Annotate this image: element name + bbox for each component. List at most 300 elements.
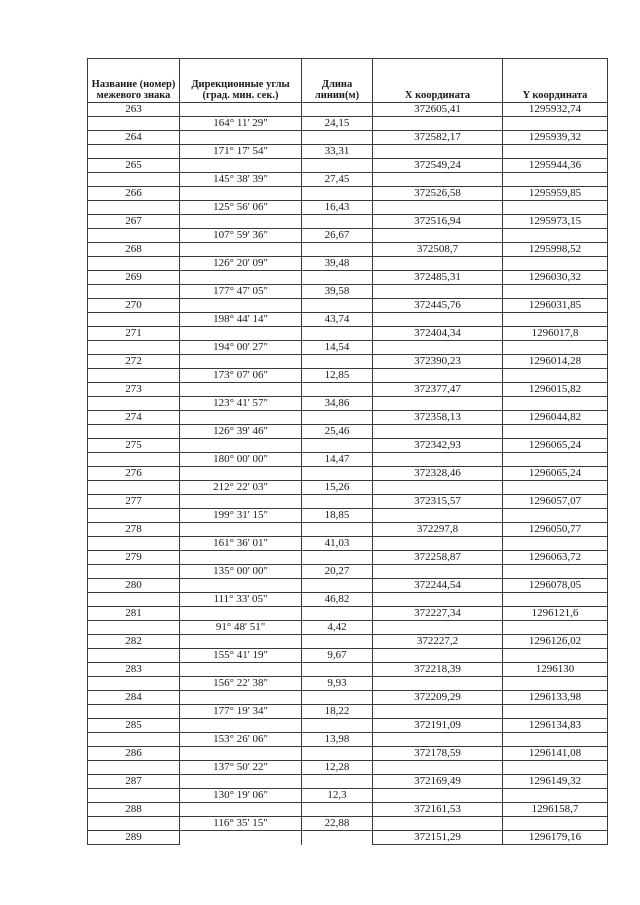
segment-row [88, 705, 608, 719]
y-coordinate: 1296133,98 [503, 691, 608, 705]
empty-cell [180, 215, 302, 229]
empty-cell [373, 173, 503, 187]
x-coordinate: 372328,46 [373, 467, 503, 481]
empty-cell [302, 579, 373, 593]
direction-angle: 212° 22' 03" [180, 481, 302, 495]
segment-row [88, 369, 608, 383]
line-length: 15,26 [302, 481, 373, 495]
empty-cell [302, 691, 373, 705]
point-row [88, 327, 608, 341]
segment-row [88, 173, 608, 187]
empty-cell [88, 593, 180, 607]
empty-cell [302, 243, 373, 257]
segment-row [88, 817, 608, 831]
line-length: 13,98 [302, 733, 373, 747]
empty-cell [88, 397, 180, 411]
empty-cell [503, 789, 608, 803]
empty-cell [503, 313, 608, 327]
empty-cell [302, 663, 373, 677]
empty-cell [88, 229, 180, 243]
empty-cell [503, 257, 608, 271]
direction-angle: 199° 31' 15" [180, 509, 302, 523]
empty-cell [180, 607, 302, 621]
y-coordinate: 1295939,32 [503, 131, 608, 145]
point-row [88, 775, 608, 789]
empty-cell [302, 187, 373, 201]
empty-cell [302, 327, 373, 341]
direction-angle: 107° 59' 36" [180, 229, 302, 243]
point-name: 264 [88, 131, 180, 145]
y-coordinate: 1295973,15 [503, 215, 608, 229]
point-name: 288 [88, 803, 180, 817]
empty-cell [180, 411, 302, 425]
segment-row [88, 649, 608, 663]
line-length: 34,86 [302, 397, 373, 411]
empty-cell [302, 383, 373, 397]
x-coordinate: 372342,93 [373, 439, 503, 453]
empty-cell [302, 747, 373, 761]
empty-cell [180, 775, 302, 789]
empty-cell [373, 789, 503, 803]
x-coordinate: 372258,87 [373, 551, 503, 565]
empty-cell [180, 579, 302, 593]
header-direction-angles: Дирекционные углы (град. мин. сек.) [180, 59, 302, 103]
point-row [88, 187, 608, 201]
point-row [88, 383, 608, 397]
empty-cell [302, 719, 373, 733]
point-row [88, 831, 608, 845]
x-coordinate: 372526,58 [373, 187, 503, 201]
y-coordinate: 1296126,02 [503, 635, 608, 649]
y-coordinate: 1295959,85 [503, 187, 608, 201]
line-length: 12,28 [302, 761, 373, 775]
empty-cell [88, 173, 180, 187]
point-name: 273 [88, 383, 180, 397]
empty-cell [88, 509, 180, 523]
empty-cell [302, 411, 373, 425]
empty-cell [88, 369, 180, 383]
segment-row [88, 509, 608, 523]
y-coordinate: 1295932,74 [503, 103, 608, 117]
empty-cell [180, 243, 302, 257]
empty-cell [373, 369, 503, 383]
line-length: 27,45 [302, 173, 373, 187]
segment-row [88, 257, 608, 271]
y-coordinate: 1296030,32 [503, 271, 608, 285]
empty-cell [373, 145, 503, 159]
x-coordinate: 372191,09 [373, 719, 503, 733]
direction-angle: 126° 39' 46" [180, 425, 302, 439]
point-row [88, 243, 608, 257]
empty-cell [88, 537, 180, 551]
point-row [88, 551, 608, 565]
empty-cell [88, 117, 180, 131]
point-name: 282 [88, 635, 180, 649]
empty-cell [302, 831, 373, 845]
empty-cell [88, 341, 180, 355]
empty-cell [503, 537, 608, 551]
direction-angle: 153° 26' 06" [180, 733, 302, 747]
empty-cell [88, 649, 180, 663]
x-coordinate: 372178,59 [373, 747, 503, 761]
empty-cell [88, 201, 180, 215]
line-length: 9,67 [302, 649, 373, 663]
segment-row [88, 789, 608, 803]
line-length: 14,54 [302, 341, 373, 355]
empty-cell [373, 621, 503, 635]
point-name: 275 [88, 439, 180, 453]
coordinates-table [87, 58, 608, 845]
segment-row [88, 761, 608, 775]
empty-cell [373, 761, 503, 775]
point-name: 277 [88, 495, 180, 509]
empty-cell [302, 299, 373, 313]
y-coordinate: 1295998,52 [503, 243, 608, 257]
empty-cell [302, 103, 373, 117]
point-row [88, 159, 608, 173]
empty-cell [373, 313, 503, 327]
point-name: 287 [88, 775, 180, 789]
empty-cell [180, 719, 302, 733]
point-row [88, 495, 608, 509]
point-row [88, 523, 608, 537]
table-header-row [88, 59, 608, 103]
empty-cell [88, 145, 180, 159]
empty-cell [503, 677, 608, 691]
direction-angle: 126° 20' 09" [180, 257, 302, 271]
empty-cell [302, 523, 373, 537]
empty-cell [88, 425, 180, 439]
direction-angle: 111° 33' 05" [180, 593, 302, 607]
empty-cell [373, 565, 503, 579]
empty-cell [503, 173, 608, 187]
segment-row [88, 313, 608, 327]
empty-cell [503, 593, 608, 607]
y-coordinate: 1296063,72 [503, 551, 608, 565]
x-coordinate: 372390,23 [373, 355, 503, 369]
empty-cell [503, 705, 608, 719]
empty-cell [373, 537, 503, 551]
point-row [88, 747, 608, 761]
segment-row [88, 621, 608, 635]
segment-row [88, 565, 608, 579]
x-coordinate: 372169,49 [373, 775, 503, 789]
empty-cell [180, 383, 302, 397]
point-name: 269 [88, 271, 180, 285]
empty-cell [180, 159, 302, 173]
point-name: 289 [88, 831, 180, 845]
empty-cell [180, 523, 302, 537]
y-coordinate: 1296149,32 [503, 775, 608, 789]
header-point-name: Название (номер) межевого знака [88, 59, 180, 103]
y-coordinate: 1296014,28 [503, 355, 608, 369]
direction-angle: 155° 41' 19" [180, 649, 302, 663]
point-name: 286 [88, 747, 180, 761]
y-coordinate: 1296179,16 [503, 831, 608, 845]
direction-angle: 130° 19' 06" [180, 789, 302, 803]
point-row [88, 467, 608, 481]
segment-row [88, 285, 608, 299]
empty-cell [180, 271, 302, 285]
y-coordinate: 1296057,07 [503, 495, 608, 509]
direction-angle: 137° 50' 22" [180, 761, 302, 775]
line-length: 22,88 [302, 817, 373, 831]
x-coordinate: 372218,39 [373, 663, 503, 677]
empty-cell [373, 649, 503, 663]
empty-cell [180, 187, 302, 201]
line-length: 12,85 [302, 369, 373, 383]
y-coordinate: 1296015,82 [503, 383, 608, 397]
empty-cell [503, 509, 608, 523]
empty-cell [180, 299, 302, 313]
point-row [88, 691, 608, 705]
x-coordinate: 372358,13 [373, 411, 503, 425]
empty-cell [503, 761, 608, 775]
direction-angle: 116° 35' 15" [180, 817, 302, 831]
empty-cell [180, 663, 302, 677]
empty-cell [503, 565, 608, 579]
empty-cell [503, 817, 608, 831]
empty-cell [302, 439, 373, 453]
line-length: 39,58 [302, 285, 373, 299]
empty-cell [503, 201, 608, 215]
direction-angle: 135° 00' 00" [180, 565, 302, 579]
empty-cell [373, 593, 503, 607]
y-coordinate: 1295944,36 [503, 159, 608, 173]
direction-angle: 173° 07' 06" [180, 369, 302, 383]
segment-row [88, 677, 608, 691]
segment-row [88, 117, 608, 131]
empty-cell [373, 509, 503, 523]
empty-cell [180, 691, 302, 705]
empty-cell [180, 831, 302, 845]
empty-cell [503, 117, 608, 131]
x-coordinate: 372404,34 [373, 327, 503, 341]
point-name: 281 [88, 607, 180, 621]
direction-angle: 171° 17' 54" [180, 145, 302, 159]
table-body [88, 103, 608, 845]
y-coordinate: 1296134,83 [503, 719, 608, 733]
empty-cell [373, 229, 503, 243]
empty-cell [180, 551, 302, 565]
x-coordinate: 372516,94 [373, 215, 503, 229]
empty-cell [88, 761, 180, 775]
empty-cell [373, 817, 503, 831]
y-coordinate: 1296017,8 [503, 327, 608, 341]
point-row [88, 411, 608, 425]
direction-angle: 194° 00' 27" [180, 341, 302, 355]
point-name: 267 [88, 215, 180, 229]
segment-row [88, 397, 608, 411]
empty-cell [503, 397, 608, 411]
point-name: 272 [88, 355, 180, 369]
segment-row [88, 733, 608, 747]
segment-row [88, 201, 608, 215]
line-length: 39,48 [302, 257, 373, 271]
x-coordinate: 372445,76 [373, 299, 503, 313]
line-length: 4,42 [302, 621, 373, 635]
point-row [88, 103, 608, 117]
direction-angle: 198° 44' 14" [180, 313, 302, 327]
line-length: 16,43 [302, 201, 373, 215]
x-coordinate: 372161,53 [373, 803, 503, 817]
empty-cell [180, 747, 302, 761]
empty-cell [302, 271, 373, 285]
point-name: 268 [88, 243, 180, 257]
empty-cell [373, 285, 503, 299]
point-row [88, 215, 608, 229]
empty-cell [180, 103, 302, 117]
empty-cell [302, 159, 373, 173]
segment-row [88, 453, 608, 467]
point-name: 283 [88, 663, 180, 677]
direction-angle: 180° 00' 00" [180, 453, 302, 467]
empty-cell [88, 733, 180, 747]
y-coordinate: 1296065,24 [503, 439, 608, 453]
empty-cell [302, 803, 373, 817]
y-coordinate: 1296141,08 [503, 747, 608, 761]
empty-cell [503, 481, 608, 495]
line-length: 18,22 [302, 705, 373, 719]
empty-cell [180, 635, 302, 649]
point-name: 284 [88, 691, 180, 705]
empty-cell [503, 649, 608, 663]
direction-angle: 125° 56' 06" [180, 201, 302, 215]
y-coordinate: 1296078,05 [503, 579, 608, 593]
segment-row [88, 481, 608, 495]
line-length: 14,47 [302, 453, 373, 467]
x-coordinate: 372485,31 [373, 271, 503, 285]
segment-row [88, 341, 608, 355]
x-coordinate: 372297,8 [373, 523, 503, 537]
empty-cell [88, 817, 180, 831]
direction-angle: 164° 11' 29" [180, 117, 302, 131]
empty-cell [88, 285, 180, 299]
y-coordinate: 1296044,82 [503, 411, 608, 425]
header-y-coordinate: Y координата [503, 59, 608, 103]
empty-cell [88, 313, 180, 327]
point-name: 279 [88, 551, 180, 565]
empty-cell [88, 257, 180, 271]
y-coordinate: 1296158,7 [503, 803, 608, 817]
x-coordinate: 372315,57 [373, 495, 503, 509]
line-length: 24,15 [302, 117, 373, 131]
empty-cell [180, 495, 302, 509]
line-length: 33,31 [302, 145, 373, 159]
empty-cell [373, 201, 503, 215]
empty-cell [373, 257, 503, 271]
line-length: 46,82 [302, 593, 373, 607]
direction-angle: 91° 48' 51" [180, 621, 302, 635]
empty-cell [302, 607, 373, 621]
empty-cell [302, 775, 373, 789]
empty-cell [373, 453, 503, 467]
empty-cell [302, 551, 373, 565]
direction-angle: 145° 38' 39" [180, 173, 302, 187]
x-coordinate: 372227,2 [373, 635, 503, 649]
empty-cell [180, 355, 302, 369]
point-name: 263 [88, 103, 180, 117]
x-coordinate: 372508,7 [373, 243, 503, 257]
point-name: 266 [88, 187, 180, 201]
empty-cell [373, 117, 503, 131]
empty-cell [88, 789, 180, 803]
empty-cell [88, 621, 180, 635]
point-name: 285 [88, 719, 180, 733]
line-length: 9,93 [302, 677, 373, 691]
segment-row [88, 425, 608, 439]
segment-row [88, 593, 608, 607]
empty-cell [503, 425, 608, 439]
empty-cell [302, 635, 373, 649]
point-row [88, 299, 608, 313]
header-line-length: Длина линии(м) [302, 59, 373, 103]
empty-cell [503, 733, 608, 747]
point-row [88, 439, 608, 453]
line-length: 43,74 [302, 313, 373, 327]
point-row [88, 803, 608, 817]
segment-row [88, 229, 608, 243]
point-row [88, 131, 608, 145]
line-length: 25,46 [302, 425, 373, 439]
empty-cell [503, 229, 608, 243]
point-row [88, 719, 608, 733]
direction-angle: 123° 41' 57" [180, 397, 302, 411]
point-name: 276 [88, 467, 180, 481]
point-name: 271 [88, 327, 180, 341]
empty-cell [503, 369, 608, 383]
direction-angle: 177° 19' 34" [180, 705, 302, 719]
empty-cell [373, 705, 503, 719]
x-coordinate: 372582,17 [373, 131, 503, 145]
header-x-coordinate: X координата [373, 59, 503, 103]
line-length: 12,3 [302, 789, 373, 803]
point-row [88, 579, 608, 593]
x-coordinate: 372605,41 [373, 103, 503, 117]
empty-cell [88, 677, 180, 691]
empty-cell [302, 495, 373, 509]
empty-cell [373, 341, 503, 355]
y-coordinate: 1296065,24 [503, 467, 608, 481]
empty-cell [373, 677, 503, 691]
point-name: 265 [88, 159, 180, 173]
empty-cell [88, 453, 180, 467]
direction-angle: 177° 47' 05" [180, 285, 302, 299]
empty-cell [373, 397, 503, 411]
empty-cell [180, 327, 302, 341]
x-coordinate: 372244,54 [373, 579, 503, 593]
empty-cell [88, 481, 180, 495]
empty-cell [302, 467, 373, 481]
empty-cell [503, 145, 608, 159]
y-coordinate: 1296121,6 [503, 607, 608, 621]
point-row [88, 663, 608, 677]
line-length: 26,67 [302, 229, 373, 243]
empty-cell [373, 425, 503, 439]
point-row [88, 635, 608, 649]
y-coordinate: 1296130 [503, 663, 608, 677]
empty-cell [302, 215, 373, 229]
segment-row [88, 537, 608, 551]
point-name: 270 [88, 299, 180, 313]
point-row [88, 355, 608, 369]
line-length: 41,03 [302, 537, 373, 551]
empty-cell [88, 705, 180, 719]
point-row [88, 271, 608, 285]
empty-cell [180, 131, 302, 145]
direction-angle: 161° 36' 01" [180, 537, 302, 551]
point-name: 278 [88, 523, 180, 537]
